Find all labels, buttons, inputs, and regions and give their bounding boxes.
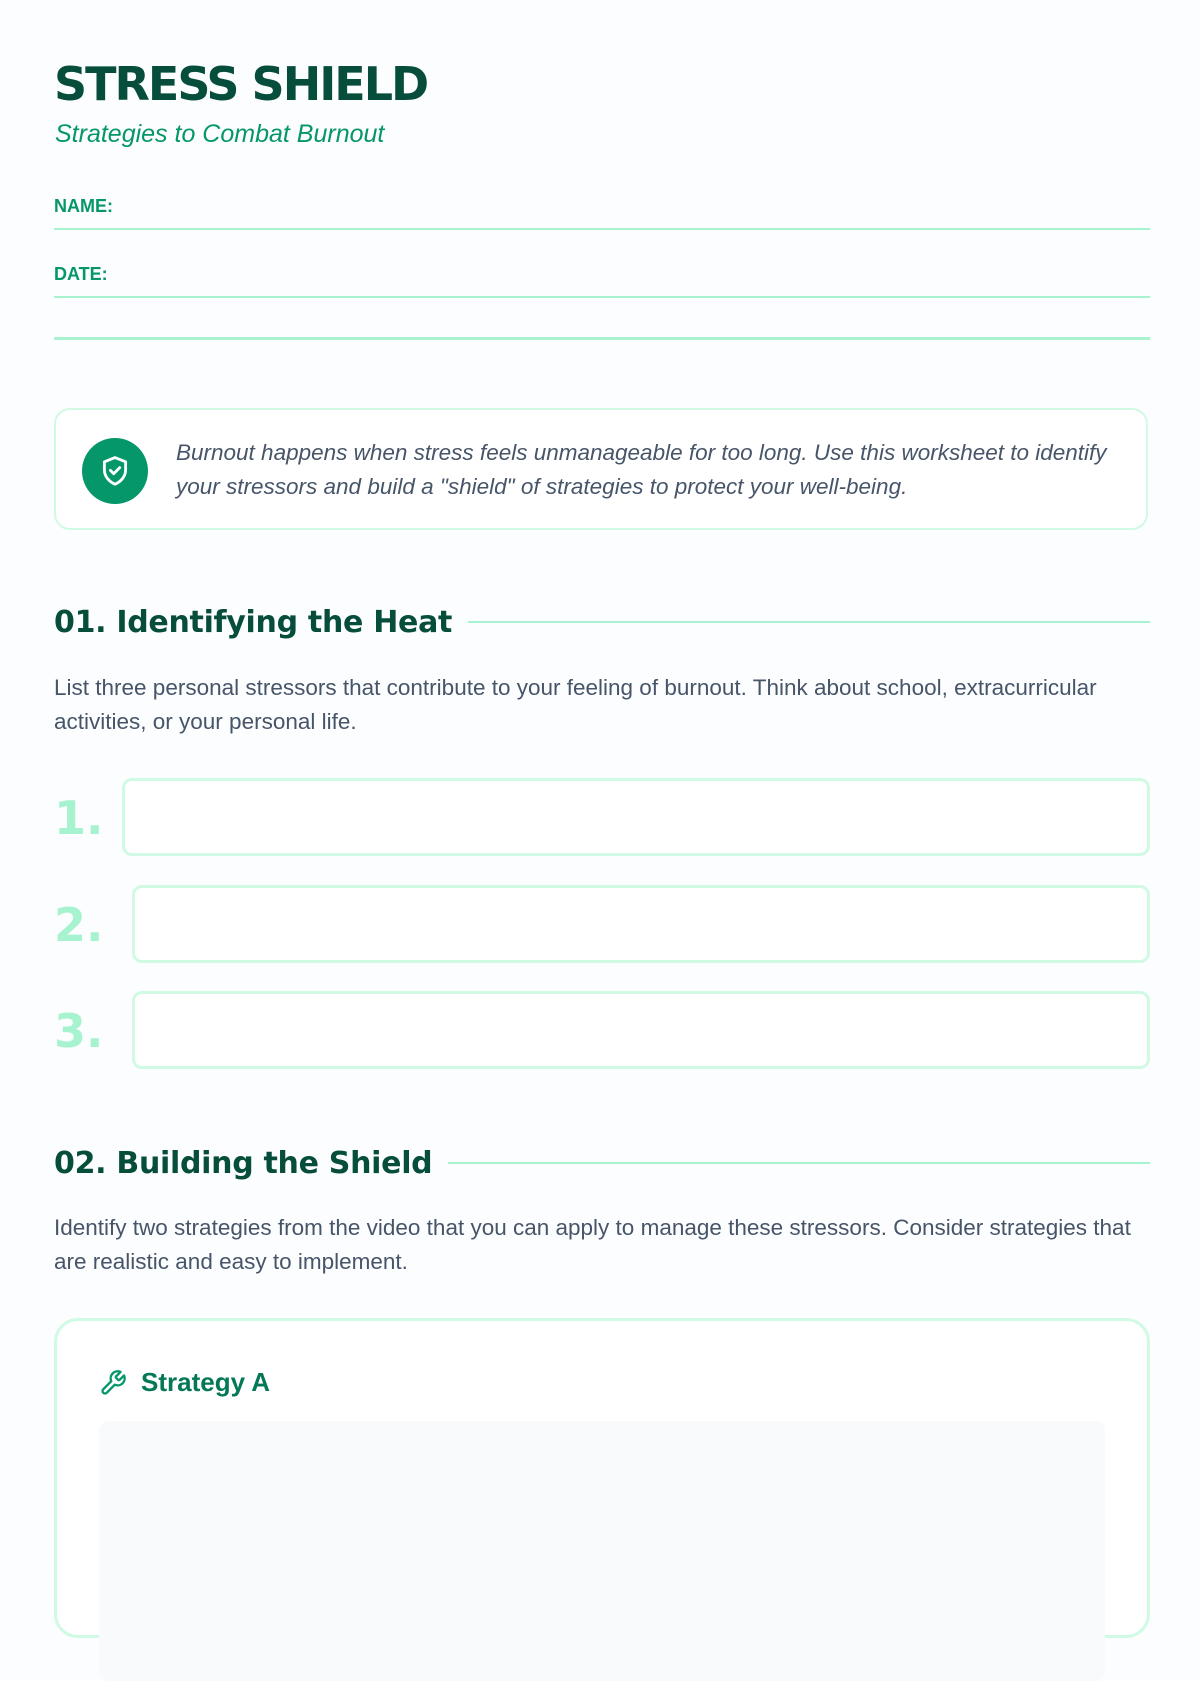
intro-text: Burnout happens when stress feels unmanageable for too long. Use this worksheet to identify your stressors and build a "shield" of strategies to protect your well-being. [176, 440, 1107, 499]
stressor-input-1[interactable] [122, 778, 1150, 856]
shield-check-icon [82, 438, 148, 504]
stressor-input-3[interactable] [132, 991, 1150, 1069]
strategy-title: Strategy A [141, 1367, 271, 1397]
item-number: 1. [54, 791, 104, 845]
strategy-header [99, 1367, 270, 1398]
section-heading-identifying [54, 602, 1150, 642]
page-title: STRESS SHIELD [54, 57, 428, 111]
strategy-a-input[interactable] [99, 1421, 1105, 1681]
section-instructions: List three personal stressors that contribute to your feeling of burnout. Think about school, extracurricular activities, or your personal life. [54, 675, 1097, 734]
name-label: NAME: [54, 196, 113, 216]
section-divider [448, 1162, 1150, 1164]
wrench-icon [99, 1369, 127, 1397]
date-field[interactable] [54, 264, 1150, 298]
item-number: 2. [54, 898, 104, 952]
header-divider [54, 337, 1150, 340]
page-subtitle: Strategies to Combat Burnout [55, 120, 385, 148]
section-divider [468, 621, 1150, 623]
item-number: 3. [54, 1004, 104, 1058]
name-field[interactable] [54, 196, 1150, 230]
date-label: DATE: [54, 264, 108, 284]
section-heading-building [54, 1143, 1150, 1183]
strategy-card-a [54, 1318, 1150, 1638]
section-instructions: Identify two strategies from the video that you can apply to manage these stressors. Consider strategies that are realistic and easy to implement. [54, 1215, 1131, 1274]
section-title: 01. Identifying the Heat [54, 604, 453, 640]
section-title: 02. Building the Shield [54, 1145, 433, 1181]
stressor-input-2[interactable] [132, 885, 1150, 963]
intro-callout [54, 408, 1148, 530]
